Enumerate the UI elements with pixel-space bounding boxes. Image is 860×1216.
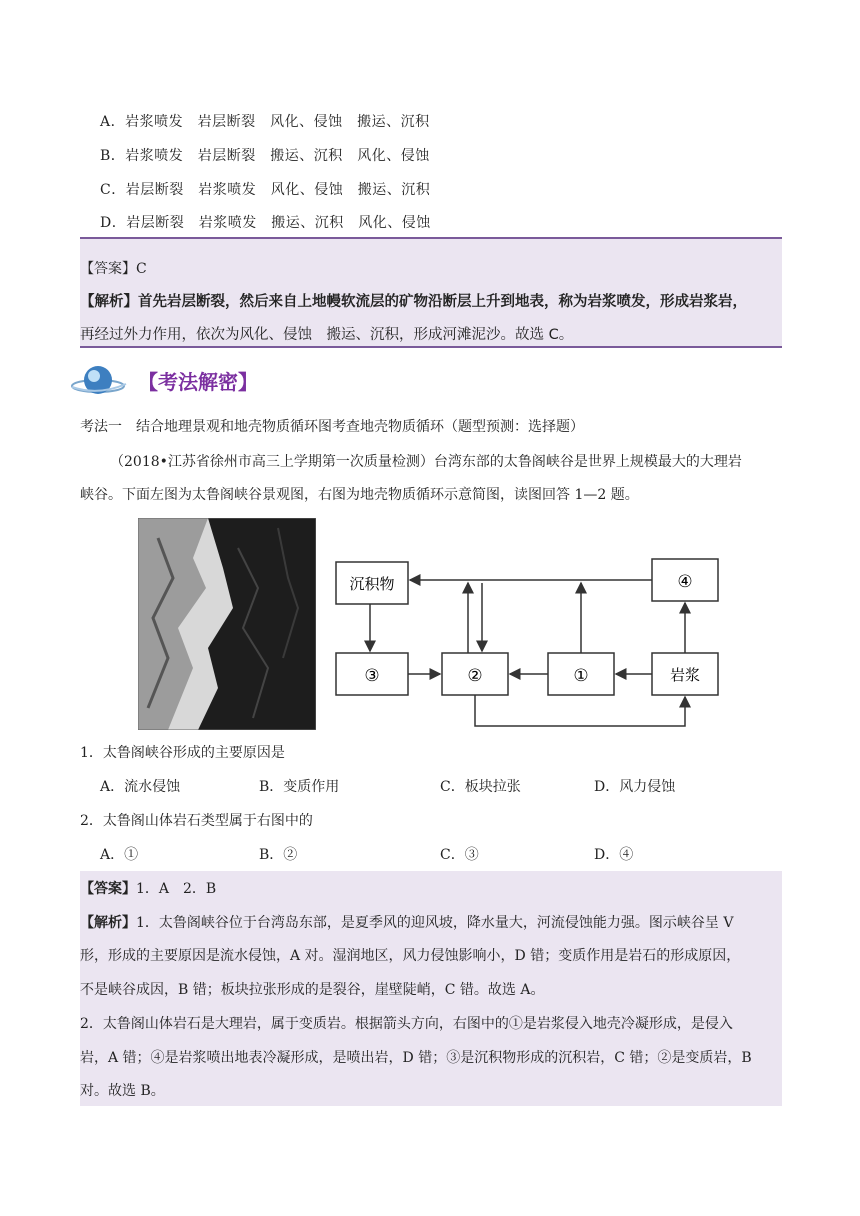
analysis-2-line-2: 形，形成的主要原因是流水侵蚀，A 对。湿润地区，风力侵蚀影响小，D 错；变质作用是岩石的形成原因，: [80, 948, 741, 964]
analysis-2-text-0: 1．太鲁阁峡谷位于台湾岛东部，是夏季风的迎风坡，降水量大，河流侵蚀能力强。图示峡谷呈 V: [136, 915, 734, 931]
q2-option-b: B．②: [259, 847, 298, 863]
label-sediment: 沉积物: [349, 575, 395, 593]
answer-2-value: 1．A 2．B: [136, 881, 217, 897]
canyon-photo: [138, 518, 316, 730]
q1-option-a: A．流水侵蚀: [100, 779, 181, 795]
analysis-2-line-1: [80, 912, 733, 932]
answer-divider-top: [80, 237, 782, 239]
answer-2-label: 【答案】: [80, 881, 136, 897]
option-b: B．岩浆喷发 岩层断裂 搬运、沉积 风化、侵蚀: [100, 148, 430, 164]
analysis-2-label: 【解析】: [80, 915, 136, 931]
answer-1: [80, 258, 147, 278]
stem-line-1: （2018•江苏省徐州市高三上学期第一次质量检测）台湾东部的太鲁阁峡谷是世界上规模最大的大理岩: [110, 454, 742, 470]
stem-line-2: 峡谷。下面左图为太鲁阁峡谷景观图，右图为地壳物质循环示意简图，读图回答 1—2 题。: [80, 487, 639, 503]
label-four: ④: [677, 572, 693, 592]
section-title: 【考法解密】: [138, 370, 258, 394]
answer-2: [80, 878, 216, 898]
label-one: ①: [573, 666, 589, 686]
question-1: 1．太鲁阁峡谷形成的主要原因是: [80, 745, 285, 761]
rock-cycle-diagram: [330, 556, 730, 736]
analysis-2-line-5: 岩，A 错；④是岩浆喷出地表冷凝形成，是喷出岩，D 错；③是沉积物形成的沉积岩，C 错；②是变质岩，B: [80, 1050, 752, 1066]
label-magma: 岩浆: [669, 666, 701, 684]
analysis-1-line-2: 再经过外力作用，依次为风化、侵蚀 搬运、沉积，形成河滩泥沙。故选 C。: [80, 327, 574, 343]
option-d: D．岩层断裂 岩浆喷发 搬运、沉积 风化、侵蚀: [100, 215, 431, 231]
answer-value: C: [136, 261, 147, 277]
q2-option-a: A．①: [100, 847, 139, 863]
label-three: ③: [364, 666, 380, 686]
q1-option-b: B．变质作用: [259, 779, 340, 795]
analysis-2-line-6: 对。故选 B。: [80, 1083, 165, 1099]
label-two: ②: [467, 666, 483, 686]
option-c: C．岩层断裂 岩浆喷发 风化、侵蚀 搬运、沉积: [100, 182, 431, 198]
option-a: A．岩浆喷发 岩层断裂 风化、侵蚀 搬运、沉积: [100, 114, 430, 130]
analysis-2-line-3: 不是峡谷成因，B 错；板块拉张形成的是裂谷，崖壁陡峭，C 错。故选 A。: [80, 982, 545, 998]
q1-option-d: D．风力侵蚀: [594, 779, 676, 795]
method-1: 考法一 结合地理景观和地壳物质循环图考查地壳物质循环（题型预测：选择题）: [80, 419, 584, 435]
globe-icon: [70, 360, 134, 400]
q2-option-c: C．③: [440, 847, 479, 863]
answer-label: 【答案】: [80, 261, 136, 277]
analysis-1-line-1: [80, 290, 747, 311]
analysis-label: 【解析】: [80, 294, 138, 310]
analysis-text-1: 首先岩层断裂，然后来自上地幔软流层的矿物沿断层上升到地表，称为岩浆喷发，形成岩浆岩，: [138, 294, 747, 310]
question-2: 2．太鲁阁山体岩石类型属于右图中的: [80, 813, 313, 829]
analysis-2-line-4: 2．太鲁阁山体岩石是大理岩，属于变质岩。根据箭头方向，右图中的①是岩浆侵入地壳冷凝形成，是侵入: [80, 1016, 733, 1032]
q1-option-c: C．板块拉张: [440, 779, 521, 795]
answer-divider-bottom: [80, 346, 782, 348]
q2-option-d: D．④: [594, 847, 634, 863]
